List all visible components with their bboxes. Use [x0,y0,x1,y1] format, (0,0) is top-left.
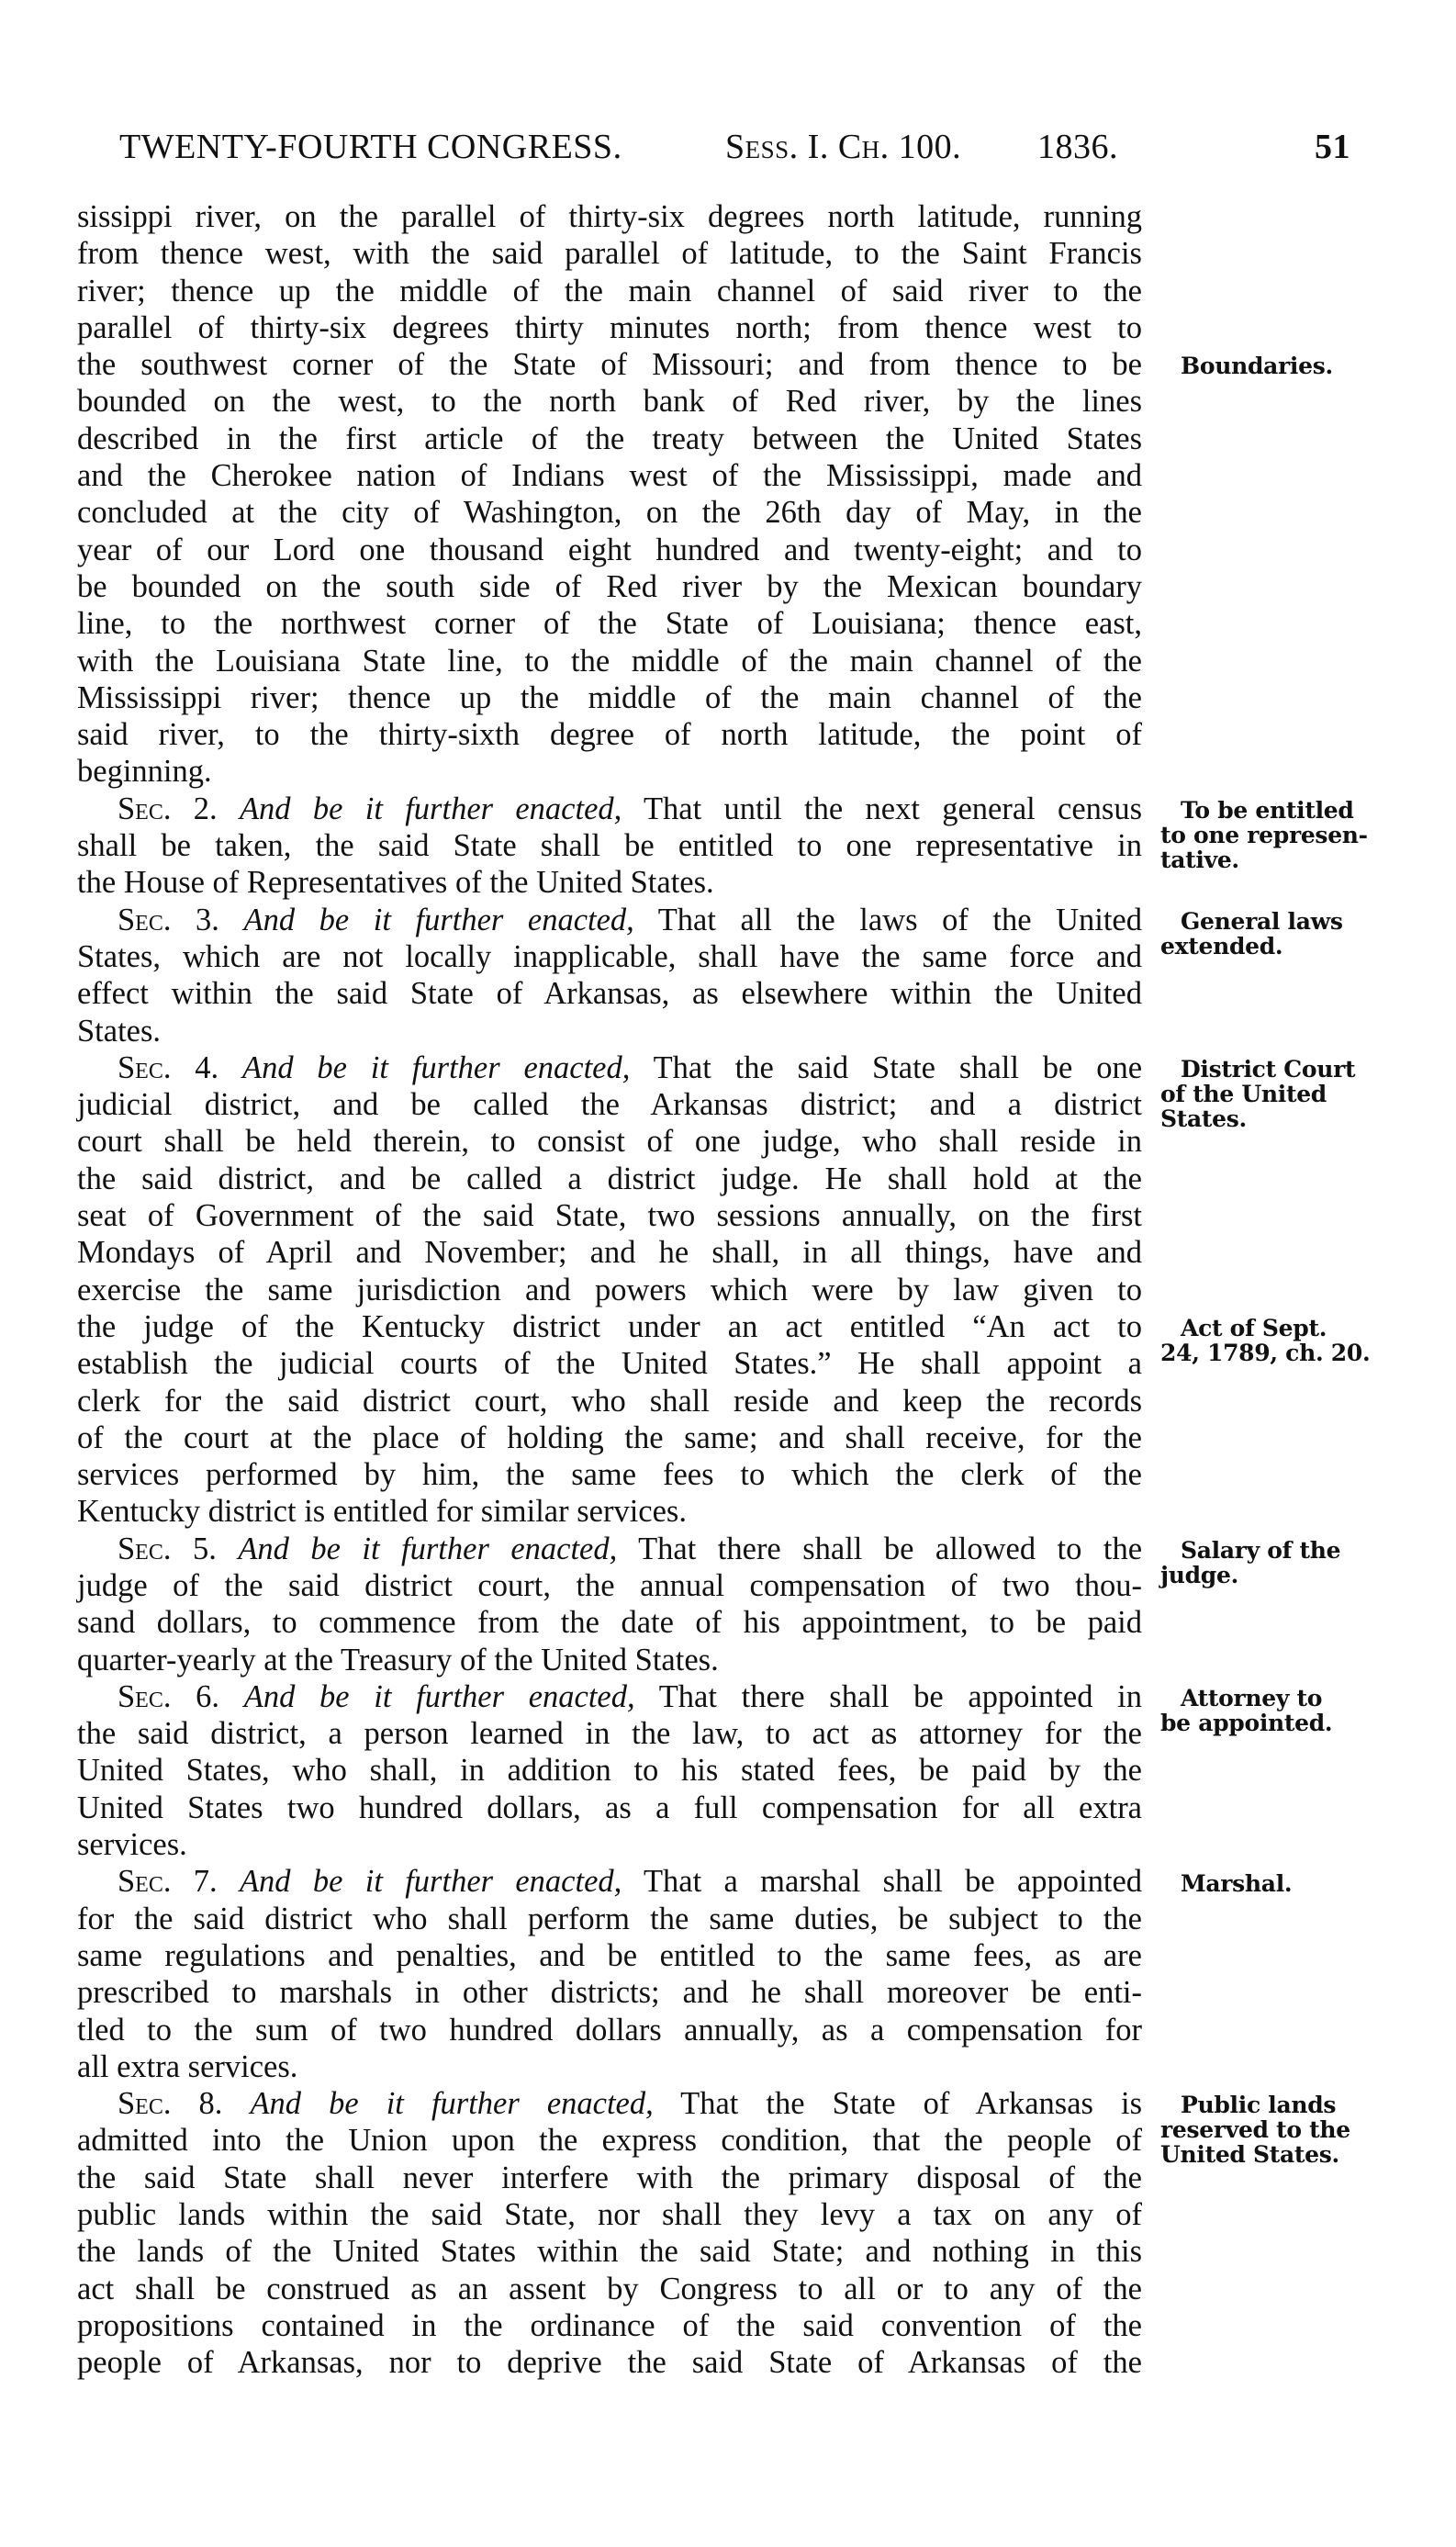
enacting-clause: And be it further enacted, [239,791,622,826]
margin-note-line: District Court [1181,1055,1356,1083]
section-start-line [77,1863,1142,1900]
section-label: Sec. 2. [118,791,218,826]
line-text: quarter-yearly at the Treasury of the United States. [77,1642,719,1677]
statute-body [77,198,1142,2382]
text-line [77,532,1142,568]
line-text: States, which are not locally inapplicable, shall have the same force and [77,938,1142,974]
line-text: the southwest corner of the State of Missouri; and from thence to be [77,347,1142,383]
text-line [77,1272,1142,1308]
margin-note-line: To be entitled [1181,796,1354,824]
line-text: beginning. [77,754,212,790]
text-line [77,2307,1142,2344]
text-line [77,643,1142,679]
running-header [119,127,1359,173]
text-line [77,1456,1142,1493]
text-line [77,1013,1142,1049]
line-text: seat of Government of the said State, two sessions annually, on the first [77,1198,1142,1234]
text-line [77,309,1142,346]
line-text: effect within the said State of Arkansas, as elsewhere within the United [77,976,1142,1012]
line-text: court shall be held therein, to consist of one judge, who shall reside in [77,1124,1142,1160]
margin-note-line: judge. [1160,1561,1238,1588]
section-start-line [77,1678,1142,1715]
line-text: Mississippi river; thence up the middle of the main channel of the [77,679,1142,715]
margin-note-line: reserved to the [1160,2116,1350,2144]
line-text: of the court at the place of holding the same; and shall receive, for the [77,1419,1142,1455]
text-line [77,1604,1142,1641]
text-line [77,2012,1142,2048]
text-line [77,2196,1142,2233]
line-text: be bounded on the south side of Red river by the Mexican boundary [77,568,1142,604]
text-line [77,1383,1142,1419]
margin-note-act-of-sept [1160,1316,1390,1365]
text-line [77,1197,1142,1234]
line-text: sand dollars, to commence from the date of his appointment, to be paid [77,1605,1142,1641]
line-text: tled to the sum of two hundred dollars annually, as a compensation for [77,2012,1142,2048]
text-line [77,716,1142,753]
line-text: sissippi river, on the parallel of thirty-six degrees north latitude, running [77,199,1142,234]
line-text: described in the first article of the treaty between the United States [77,421,1142,456]
text-line [77,1123,1142,1160]
line-text: the judge of the Kentucky district under an act entitled “An act to [77,1308,1142,1344]
text-line [77,2048,1142,2085]
line-text: the said district, and be called a district judge. He shall hold at the [77,1161,1142,1196]
enacting-clause: And be it further enacted, [243,902,634,937]
line-text: the said district, a person learned in the law, to act as attorney for the [77,1716,1142,1752]
line-text: propositions contained in the ordinance of the said convention of the [77,2307,1142,2343]
line-text: with the Louisiana State line, to the middle of the main channel of the [77,643,1142,679]
text-line [77,1493,1142,1530]
margin-note-line: United States. [1160,2141,1339,2169]
text-line [77,605,1142,642]
line-text: shall be taken, the said State shall be entitled to one representative in [77,828,1142,864]
margin-note-line: Public lands [1181,2092,1337,2119]
line-text: judicial district, and be called the Arkansas district; and a district [77,1087,1142,1123]
margin-note-attorney [1160,1686,1390,1735]
line-text: the House of Representatives of the United States. [77,865,714,901]
margin-note-line: to one represen- [1160,821,1368,848]
line-text: year of our Lord one thousand eight hundred and twenty-eight; and to [77,532,1142,567]
text-line [77,827,1142,864]
line-text: same regulations and penalties, and be entitled to the same fees, as are [77,1937,1142,1973]
margin-note-line: Act of Sept. [1181,1315,1327,1341]
text-line [77,679,1142,716]
margin-note-salary [1160,1538,1390,1588]
line-text: Kentucky district is entitled for similar services. [77,1494,687,1530]
line-text: prescribed to marshals in other districts; and he shall moreover be enti- [77,1975,1142,2011]
line-text: bounded on the west, to the north bank of Red river, by the lines [77,384,1142,420]
text-line [77,1937,1142,1974]
text-line [77,421,1142,457]
line-text: act shall be construed as an assent by Congress to all or to any of the [77,2271,1142,2306]
line-text: United States two hundred dollars, as a full compensation for all extra [77,1790,1142,1825]
line-text: States. [77,1013,162,1049]
line-text: said river, to the thirty-sixth degree of north latitude, the point of [77,717,1142,753]
line-text: public lands within the said State, nor shall they levy a tax on any of [77,2197,1142,2233]
text-line [77,1752,1142,1789]
text-line [77,1567,1142,1604]
text-line [77,383,1142,420]
section-label: Sec. 5. [118,1531,217,1566]
line-text: services performed by him, the same fees to which the clerk of the [77,1457,1142,1493]
margin-note-line: Attorney to [1181,1685,1323,1711]
section-label: Sec. 6. [118,1678,220,1714]
congress-title: TWENTY-FOURTH CONGRESS. [119,128,622,166]
text-line [77,568,1142,605]
section-start-line [77,791,1142,827]
section-label: Sec. 8. [118,2086,223,2122]
line-text: establish the judicial courts of the United States.” He shall appoint a [77,1346,1142,1382]
text-line [77,1234,1142,1271]
line-text: That a marshal shall be appointed [622,1864,1143,1900]
enacting-clause: And be it further enacted, [239,1864,622,1900]
section-start-line [77,1531,1142,1567]
margin-note-line: be appointed. [1160,1710,1333,1736]
margin-note-line: Salary of the [1181,1536,1341,1564]
line-text: Mondays of April and November; and he shall, in all things, have and [77,1235,1142,1271]
text-line [77,1419,1142,1456]
line-text: That the State of Arkansas is [653,2086,1143,2122]
session-chapter: Sess. I. Ch. 100. [725,128,962,166]
line-text: admitted into the Union upon the express condition, that the people of [77,2123,1142,2159]
line-text: the said State shall never interfere with the primary disposal of the [77,2160,1142,2195]
text-line [77,1086,1142,1123]
line-text: all extra services. [77,2048,298,2084]
line-text: services. [77,1827,187,1863]
line-text: and the Cherokee nation of Indians west of the Mississippi, made and [77,458,1142,494]
text-line [77,2233,1142,2270]
text-line [77,1715,1142,1752]
text-line [77,235,1142,272]
margin-note-general-laws [1160,909,1390,959]
text-line [77,1901,1142,1937]
enacting-clause: And be it further enacted, [242,1049,631,1085]
enacting-clause: And be it further enacted, [238,1531,618,1566]
line-text: people of Arkansas, nor to deprive the said State of Arkansas of the [77,2345,1142,2381]
line-text: parallel of thirty-six degrees thirty minutes north; from thence west to [77,309,1142,345]
margin-note-line: Marshal. [1181,1869,1293,1897]
line-text: judge of the said district court, the annual compensation of two thou- [77,1567,1142,1603]
section-start-line [77,1049,1142,1086]
line-text: the lands of the United States within the said State; and nothing in this [77,2234,1142,2270]
section-start-line [77,2085,1142,2122]
text-line [77,2160,1142,2196]
enacting-clause: And be it further enacted, [243,1678,635,1714]
page-number: 51 [1315,128,1350,166]
line-text: That all the laws of the United [633,902,1142,937]
margin-note-district-court [1160,1057,1390,1131]
line-text: from thence west, with the said parallel of latitude, to the Saint Francis [77,236,1142,272]
text-line [77,457,1142,494]
enacting-clause: And be it further enacted, [250,2086,654,2122]
text-line [77,198,1142,235]
text-line [77,1161,1142,1197]
text-line [77,1308,1142,1345]
margin-note-line: Boundaries. [1181,353,1333,380]
line-text: clerk for the said district court, who shall reside and keep the records [77,1383,1142,1419]
section-label: Sec. 4. [118,1049,219,1085]
line-text: That until the next general census [622,791,1143,826]
text-line [77,938,1142,975]
text-line [77,2122,1142,2159]
line-text: That the said State shall be one [630,1049,1143,1085]
line-text: river; thence up the middle of the main channel of said river to the [77,273,1142,309]
text-line [77,1826,1142,1863]
margin-note-boundaries [1160,353,1390,378]
margin-note-line: 24, 1789, ch. 20. [1160,1340,1371,1366]
line-text: United States, who shall, in addition to his stated fees, be paid by the [77,1753,1142,1789]
margin-note-line: of the United [1160,1080,1327,1107]
margin-note-line: States. [1160,1105,1247,1132]
text-line [77,2271,1142,2307]
line-text: concluded at the city of Washington, on the 26th day of May, in the [77,495,1142,531]
line-text: That there shall be appointed in [634,1678,1142,1714]
text-line [77,1345,1142,1382]
section-label: Sec. 7. [118,1864,218,1900]
text-line [77,975,1142,1012]
line-text: for the said district who shall perform the same duties, be subject to the [77,1901,1142,1936]
year: 1836. [1037,128,1118,166]
line-text: line, to the northwest corner of the State of Louisiana; thence east, [77,606,1142,642]
line-text: That there shall be allowed to the [617,1531,1143,1566]
text-line [77,1974,1142,2011]
margin-note-representative [1160,798,1390,872]
section-start-line [77,902,1142,938]
margin-note-line: General laws [1181,907,1343,935]
text-line [77,1790,1142,1826]
text-line [77,273,1142,309]
text-line [77,346,1142,383]
margin-note-line: extended. [1160,932,1283,959]
margin-note-marshal [1160,1871,1390,1896]
line-text: exercise the same jurisdiction and powers which were by law given to [77,1272,1142,1307]
text-line [77,864,1142,901]
text-line [77,2344,1142,2381]
margin-note-public-lands [1160,2093,1390,2167]
text-line [77,753,1142,790]
text-line [77,494,1142,531]
text-line [77,1642,1142,1678]
margin-note-line: tative. [1160,846,1239,873]
section-label: Sec. 3. [118,902,219,937]
